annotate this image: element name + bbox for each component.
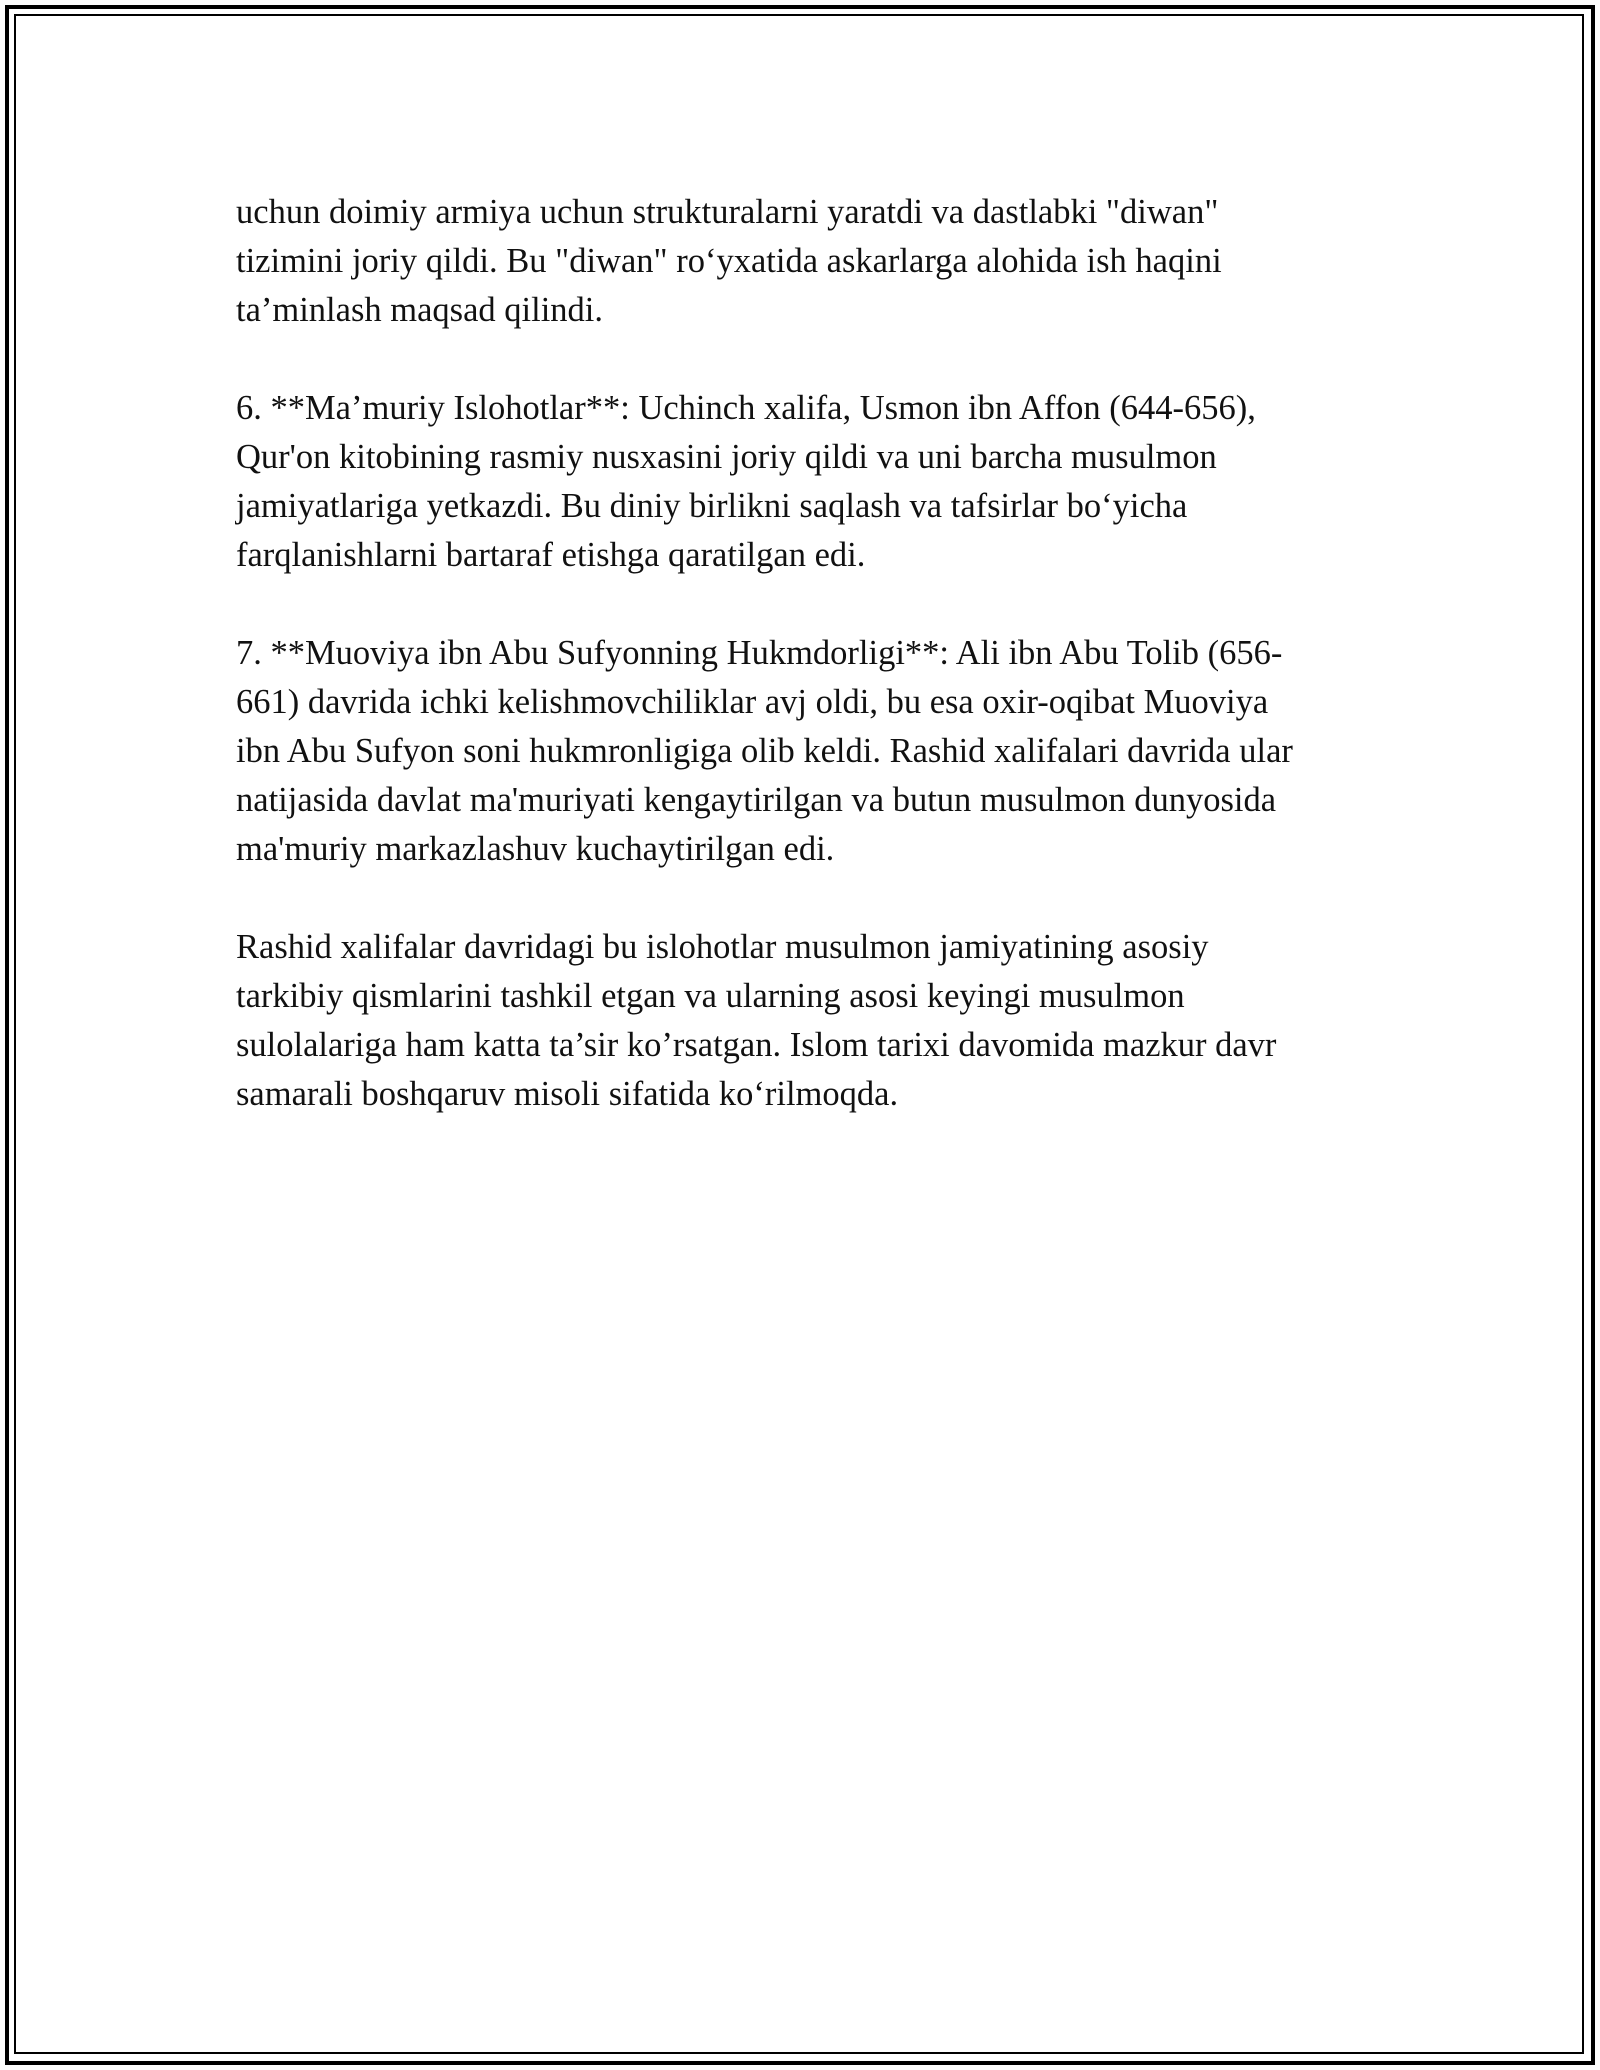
text-line: 6. **Ma’muriy Islohotlar**: Uchinch xalifa, Usmon ibn Affon (644-656), bbox=[236, 389, 1256, 427]
paragraph-item-6 bbox=[236, 384, 1366, 580]
text-line: uchun doimiy armiya uchun strukturalarni yaratdi va dastlabki "diwan" bbox=[236, 193, 1219, 231]
text-line: Rashid xalifalar davridagi bu islohotlar musulmon jamiyatining asosiy bbox=[236, 928, 1209, 966]
paragraph-conclusion bbox=[236, 923, 1366, 1119]
text-line: ta’minlash maqsad qilindi. bbox=[236, 291, 603, 329]
text-line: natijasida davlat ma'muriyati kengaytirilgan va butun musulmon dunyosida bbox=[236, 781, 1277, 819]
text-line: sulolalariga ham katta ta’sir ko’rsatgan. Islom tarixi davomida mazkur davr bbox=[236, 1026, 1277, 1064]
text-line: jamiyatlariga yetkazdi. Bu diniy birlikni saqlash va tafsirlar bo‘yicha bbox=[236, 487, 1188, 525]
document-body bbox=[236, 188, 1366, 1168]
text-line: farqlanishlarni bartaraf etishga qaratilgan edi. bbox=[236, 536, 866, 574]
text-line: samarali boshqaruv misoli sifatida ko‘rilmoqda. bbox=[236, 1075, 899, 1113]
paragraph-diwan-continuation bbox=[236, 188, 1366, 335]
paragraph-item-7 bbox=[236, 629, 1366, 874]
text-line: tarkibiy qismlarini tashkil etgan va ularning asosi keyingi musulmon bbox=[236, 977, 1185, 1015]
text-line: Qur'on kitobining rasmiy nusxasini joriy qildi va uni barcha musulmon bbox=[236, 438, 1217, 476]
text-line: ibn Abu Sufyon soni hukmronligiga olib keldi. Rashid xalifalari davrida ular bbox=[236, 732, 1293, 770]
text-line: ma'muriy markazlashuv kuchaytirilgan edi. bbox=[236, 830, 835, 868]
text-line: 7. **Muoviya ibn Abu Sufyonning Hukmdorligi**: Ali ibn Abu Tolib (656- bbox=[236, 634, 1283, 672]
text-line: tizimini joriy qildi. Bu "diwan" ro‘yxatida askarlarga alohida ish haqini bbox=[236, 242, 1222, 280]
text-line: 661) davrida ichki kelishmovchiliklar avj oldi, bu esa oxir-oqibat Muoviya bbox=[236, 683, 1269, 721]
